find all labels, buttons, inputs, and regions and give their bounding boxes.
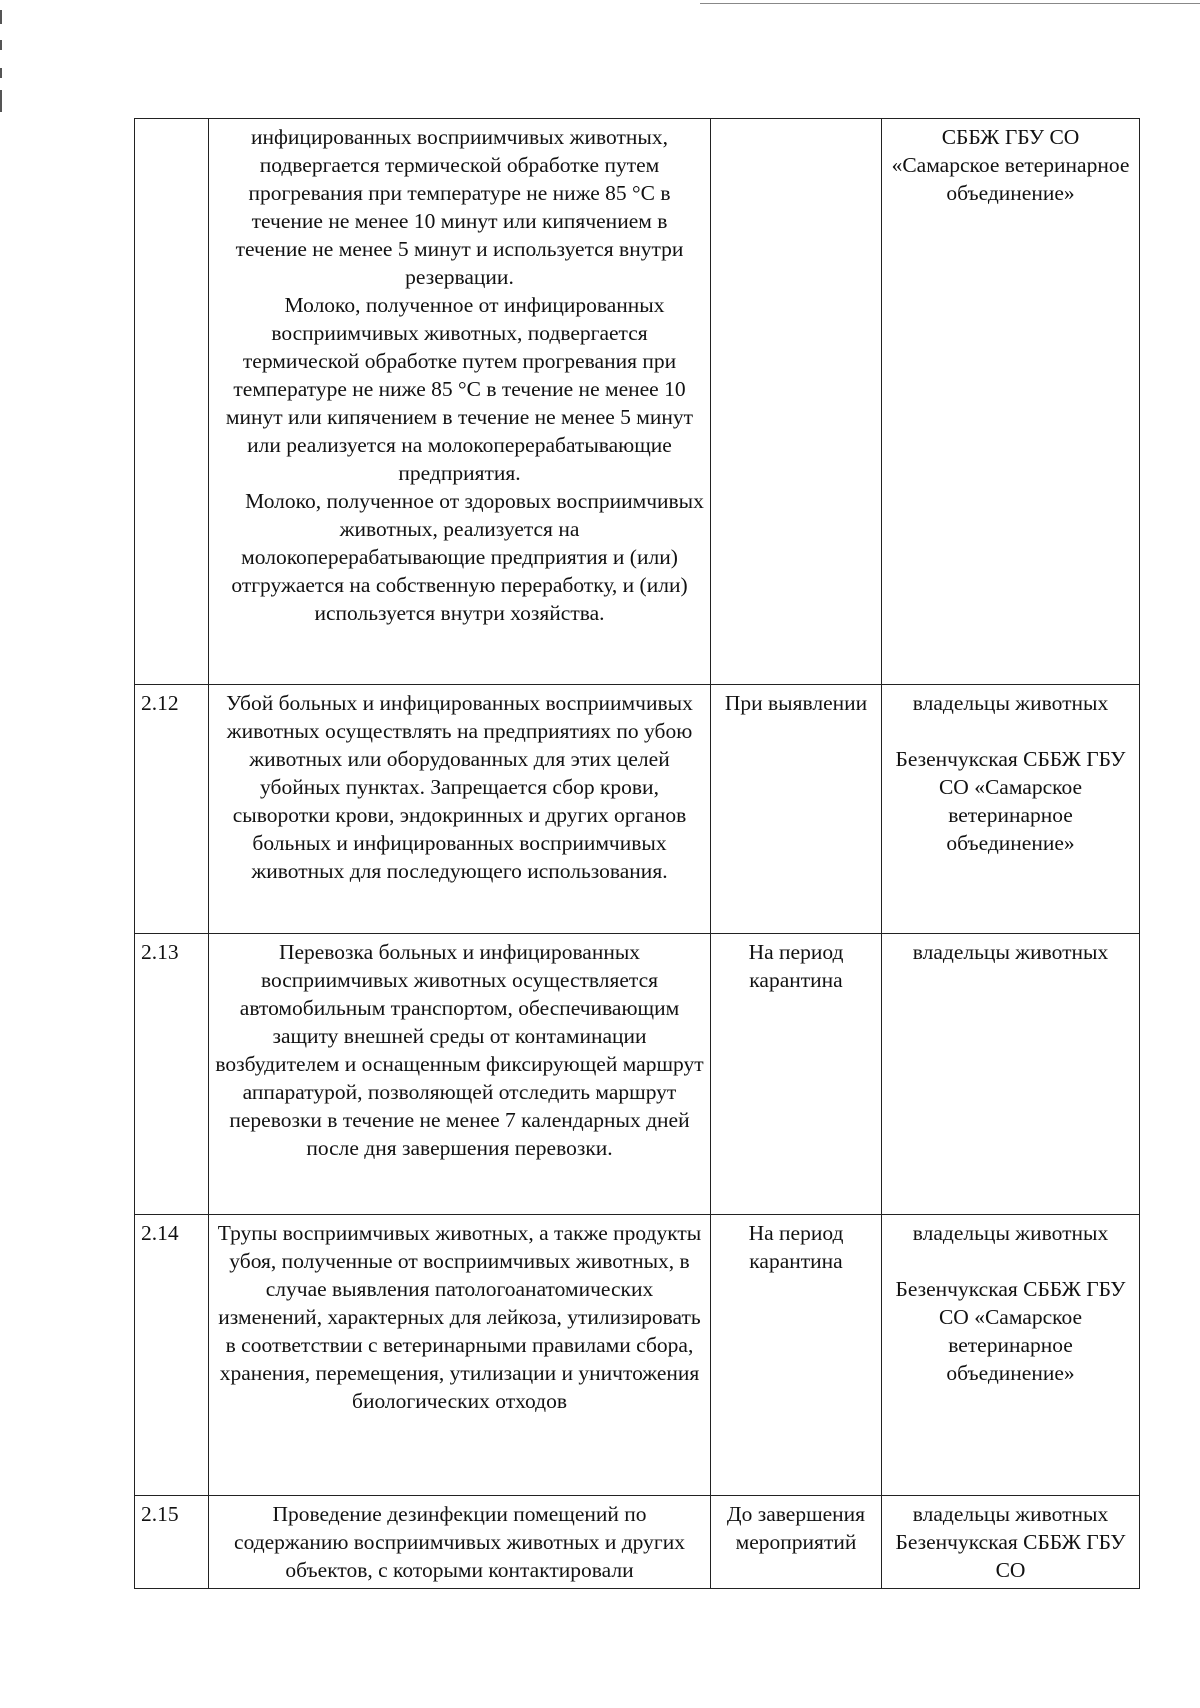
responsible-secondary: Безенчукская СББЖ ГБУ СО «Самарское ветеринарное объединение» bbox=[895, 747, 1126, 855]
action-cell bbox=[209, 1496, 711, 1589]
responsible-secondary: СББЖ ГБУ СО «Самарское ветеринарное объединение» bbox=[891, 125, 1130, 205]
table-row bbox=[135, 1215, 1140, 1496]
table-row bbox=[135, 685, 1140, 934]
responsible-primary: владельцы животных bbox=[912, 1221, 1109, 1245]
term-cell bbox=[711, 119, 882, 685]
scan-artifact bbox=[0, 40, 2, 50]
action-cell bbox=[209, 119, 711, 685]
row-number: 2.12 bbox=[135, 685, 209, 934]
responsible-cell bbox=[882, 1215, 1140, 1496]
row-number bbox=[135, 119, 209, 685]
action-paragraph: Трупы восприимчивых животных, а также продукты убоя, полученные от восприимчивых животных, в случае выявления патологоанатомических изменений, характерных для лейкоза, утилизировать в соответствии с ветеринарными правилами сбора, хранения, перемещения, утилизации и уничтожения биологических отходов bbox=[217, 1221, 702, 1413]
responsible-cell bbox=[882, 119, 1140, 685]
action-paragraph: Молоко, полученное от здоровых восприимчивых животных, реализуется на молокоперерабатывающие предприятия и (или) отгружается на собственную переработку, и (или) используется внутри хозяйства. bbox=[231, 489, 704, 625]
scan-artifact bbox=[0, 90, 2, 112]
table-row bbox=[135, 934, 1140, 1215]
term-cell: До завершения мероприятий bbox=[711, 1496, 882, 1589]
responsible-primary: владельцы животных bbox=[912, 1502, 1109, 1526]
action-cell bbox=[209, 1215, 711, 1496]
term-cell: При выявлении bbox=[711, 685, 882, 934]
responsible-cell bbox=[882, 934, 1140, 1215]
measures-table bbox=[134, 118, 1140, 1589]
term-cell: На период карантина bbox=[711, 1215, 882, 1496]
action-cell bbox=[209, 934, 711, 1215]
table-row bbox=[135, 1496, 1140, 1589]
responsible-primary: владельцы животных bbox=[912, 691, 1109, 715]
responsible-secondary: Безенчукская СББЖ ГБУ СО «Самарское ветеринарное объединение» bbox=[895, 1277, 1126, 1385]
scan-edge-line bbox=[700, 3, 1200, 4]
action-paragraph: инфицированных восприимчивых животных, подвергается термической обработке путем прогревания при температуре не ниже 85 °С в течение не менее 10 минут или кипячением в течение не менее 5 минут и используется внутри резервации. bbox=[235, 125, 684, 289]
scan-artifact bbox=[0, 68, 2, 78]
row-number: 2.15 bbox=[135, 1496, 209, 1589]
responsible-cell bbox=[882, 685, 1140, 934]
action-paragraph: Перевозка больных и инфицированных восприимчивых животных осуществляется автомобильным транспортом, обеспечивающим защиту внешней среды от контаминации возбудителем и оснащенным фиксирующей маршрут аппаратурой, позволяющей отследить маршрут перевозки в течение не менее 7 календарных дней после дня завершения перевозки. bbox=[215, 940, 704, 1160]
responsible-secondary: Безенчукская СББЖ ГБУ СО bbox=[895, 1530, 1126, 1582]
action-cell bbox=[209, 685, 711, 934]
row-number: 2.14 bbox=[135, 1215, 209, 1496]
responsible-primary: владельцы животных bbox=[912, 940, 1109, 964]
responsible-cell bbox=[882, 1496, 1140, 1589]
action-paragraph: Молоко, полученное от инфицированных восприимчивых животных, подвергается термической обработке путем прогревания при температуре не ниже 85 °С в течение не менее 10 минут или кипячением в течение не менее 5 минут или реализуется на молокоперерабатывающие предприятия. bbox=[225, 293, 694, 485]
table-row bbox=[135, 119, 1140, 685]
term-cell: На период карантина bbox=[711, 934, 882, 1215]
action-paragraph: Убой больных и инфицированных восприимчивых животных осуществлять на предприятиях по убою животных или оборудованных для этих целей убойных пунктах. Запрещается сбор крови, сыворотки крови, эндокринных и других органов больных и инфицированных восприимчивых животных для последующего использования. bbox=[226, 691, 693, 883]
action-paragraph: Проведение дезинфекции помещений по содержанию восприимчивых животных и других объектов, с которыми контактировали bbox=[234, 1502, 685, 1582]
row-number: 2.13 bbox=[135, 934, 209, 1215]
scan-artifact bbox=[0, 10, 2, 24]
